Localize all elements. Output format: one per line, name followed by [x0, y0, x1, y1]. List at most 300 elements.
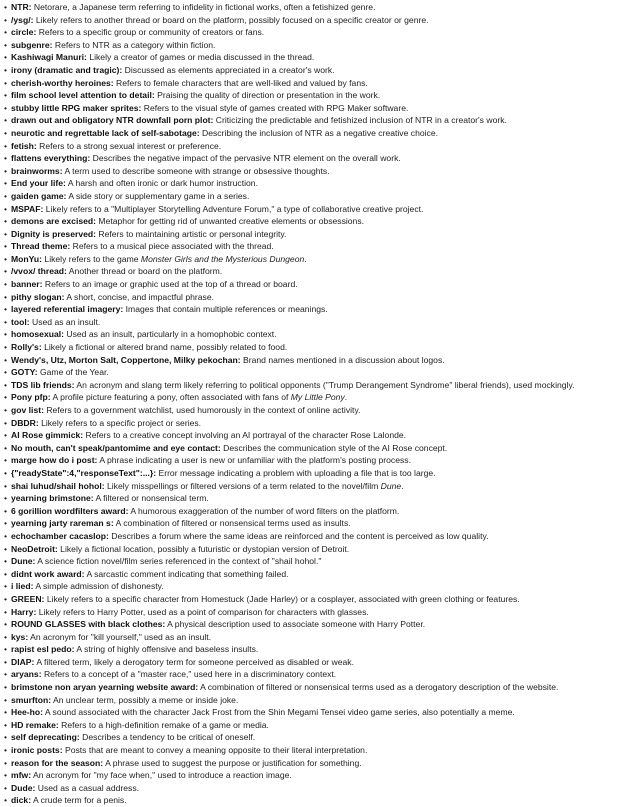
glossary-term: neurotic and regrettable lack of self-sabotage:	[11, 127, 200, 138]
bullet-icon: •	[4, 266, 8, 277]
glossary-term: Kashiwagi Manuri:	[11, 52, 87, 63]
glossary-entry	[4, 316, 634, 329]
glossary-term: HD remake:	[11, 719, 59, 730]
glossary-term: reason for the season:	[11, 757, 104, 768]
glossary-definition	[43, 707, 515, 717]
definition-suffix: .	[401, 480, 404, 491]
glossary-term: NTR:	[11, 2, 32, 12]
glossary-definition	[30, 317, 101, 327]
glossary-term: Dignity is preserved:	[11, 228, 97, 239]
bullet-icon: •	[4, 216, 8, 227]
glossary-definition	[42, 669, 337, 679]
glossary-entry	[4, 114, 634, 127]
glossary-definition	[80, 732, 255, 742]
definition-text: Game of the Year.	[37, 367, 109, 378]
glossary-entry	[4, 757, 634, 770]
glossary-entry	[4, 429, 634, 442]
bullet-icon: •	[4, 530, 8, 541]
glossary-definition	[96, 216, 364, 226]
bullet-icon: •	[4, 656, 8, 667]
glossary-entry	[4, 102, 634, 115]
glossary-definition	[97, 455, 411, 465]
glossary-term: AI Rose gimmick:	[11, 430, 84, 441]
glossary-definition	[109, 531, 489, 541]
glossary-entry	[4, 140, 634, 153]
definition-text: Likely refers to the game	[42, 253, 141, 264]
glossary-entry	[4, 278, 634, 291]
glossary-entry	[4, 555, 634, 568]
definition-text: Refers to a creative concept involving an AI portrayal of the character Rose Lalonde.	[83, 430, 407, 441]
glossary-definition	[37, 141, 221, 151]
glossary-entry	[4, 127, 634, 140]
bullet-icon: •	[4, 52, 8, 63]
definition-text: Refers to female characters that are well-liked and valued by fans.	[113, 77, 368, 88]
bullet-icon: •	[4, 253, 8, 264]
bullet-icon: •	[4, 669, 8, 680]
glossary-definition	[35, 556, 321, 566]
glossary-entry	[4, 77, 634, 90]
bullet-icon: •	[4, 203, 8, 214]
glossary-term: film school level attention to detail:	[11, 90, 155, 101]
definition-text: A short, concise, and impactful phrase.	[64, 291, 215, 302]
glossary-entry	[4, 706, 634, 719]
definition-text: Likely refers to a specific project or series.	[38, 417, 202, 428]
bullet-icon: •	[4, 241, 8, 252]
glossary-definition	[44, 594, 519, 604]
bullet-icon: •	[4, 379, 8, 390]
glossary-term: i lied:	[11, 581, 34, 592]
glossary-definition	[42, 342, 288, 352]
definition-text: Refers to a specific group or community of creators or fans.	[36, 27, 265, 38]
glossary-definition	[31, 795, 127, 805]
bullet-icon: •	[4, 442, 8, 453]
glossary-term: DBDR:	[11, 417, 39, 428]
definition-text: Metaphor for getting rid of unwanted creative elements or obsessions.	[96, 216, 365, 227]
bullet-icon: •	[4, 745, 8, 756]
glossary-definition	[63, 745, 368, 755]
bullet-icon: •	[4, 304, 8, 315]
glossary-definition	[31, 770, 292, 780]
glossary-definition	[58, 544, 349, 554]
bullet-icon: •	[4, 631, 8, 642]
glossary-definition	[156, 468, 435, 478]
bullet-icon: •	[4, 178, 8, 189]
bullet-icon: •	[4, 719, 8, 730]
bullet-icon: •	[4, 405, 8, 415]
glossary-definition	[114, 78, 368, 88]
definition-text: Likely refers to a "Multiplayer Storytelling Adventure Forum," a type of collaborative creative project.	[43, 203, 424, 214]
glossary-term: yearning brimstone:	[11, 493, 94, 504]
glossary-entry	[4, 794, 634, 807]
glossary-entry	[4, 341, 634, 354]
glossary-entry	[4, 177, 634, 190]
glossary-definition	[64, 329, 277, 339]
definition-title: My Little Pony	[290, 392, 345, 403]
glossary-term: rapist esl pedo:	[11, 644, 75, 655]
glossary-term: /ysg/:	[11, 14, 34, 25]
glossary-entry	[4, 656, 634, 669]
glossary-term: ironic posts:	[11, 745, 63, 756]
glossary-definition	[103, 758, 361, 768]
glossary-entry	[4, 265, 634, 278]
glossary-entry	[4, 543, 634, 556]
bullet-icon: •	[4, 644, 8, 655]
definition-text: Refers to maintaining artistic or personal integrity.	[96, 228, 287, 239]
bullet-icon: •	[4, 64, 8, 75]
bullet-icon: •	[4, 329, 8, 340]
glossary-term: stubby little RPG maker sprites:	[11, 102, 142, 113]
definition-text: Images that contain multiple references or meanings.	[123, 304, 328, 315]
bullet-icon: •	[4, 90, 8, 101]
glossary-entry	[4, 719, 634, 732]
glossary-entry	[4, 454, 634, 467]
glossary-entry	[4, 190, 634, 203]
glossary-definition	[67, 266, 222, 276]
glossary-term: circle:	[11, 27, 37, 38]
definition-text: Another thread or board on the platform.	[66, 266, 223, 277]
glossary-entry	[4, 228, 634, 241]
glossary-term: marge how do i post:	[11, 455, 98, 466]
glossary-entry	[4, 568, 634, 581]
glossary-entry	[4, 417, 634, 430]
bullet-icon: •	[4, 795, 8, 806]
glossary-term: Hee-ho:	[11, 707, 43, 718]
glossary-definition	[34, 657, 354, 667]
glossary-definition	[155, 90, 380, 100]
bullet-icon: •	[4, 417, 8, 428]
glossary-entry	[4, 1, 634, 14]
glossary-definition	[105, 481, 404, 491]
definition-text: A filtered or nonsensical term.	[93, 493, 209, 504]
glossary-definition	[36, 27, 264, 37]
definition-text: Refers to a high-definition remake of a game or media.	[58, 719, 269, 730]
bullet-icon: •	[4, 694, 8, 705]
definition-text: Discussed as elements appreciated in a creator's work.	[122, 64, 335, 75]
bullet-icon: •	[4, 316, 8, 327]
bullet-icon: •	[4, 27, 8, 38]
glossary-entry	[4, 328, 634, 341]
glossary-entry	[4, 517, 634, 530]
glossary-term: layered referential imagery:	[11, 304, 124, 315]
glossary-entry	[4, 744, 634, 757]
bullet-icon: •	[4, 190, 8, 201]
glossary-entry	[4, 64, 634, 77]
bullet-icon: •	[4, 430, 8, 441]
definition-suffix: .	[304, 253, 307, 264]
definition-text: Likely refers to another thread or board on the platform, possibly focused on a specific creator or genre.	[33, 14, 429, 25]
glossary-term: GOTY:	[11, 367, 38, 378]
bullet-icon: •	[4, 568, 8, 579]
definition-text: Criticizing the predictable and fetishized inclusion of NTR in a creator's work.	[213, 115, 507, 126]
bullet-icon: •	[4, 518, 8, 529]
definition-text: Describing the inclusion of NTR as a negative creative choice.	[199, 127, 438, 138]
glossary-definition	[213, 115, 506, 125]
glossary-definition	[66, 178, 258, 188]
bullet-icon: •	[4, 228, 8, 239]
bullet-icon: •	[4, 354, 8, 365]
bullet-icon: •	[4, 279, 8, 290]
definition-text: Describes the negative impact of the pervasive NTR element on the overall work.	[90, 153, 401, 164]
glossary-definition	[90, 153, 400, 163]
glossary-entry	[4, 769, 634, 782]
glossary-definition	[75, 380, 575, 390]
glossary-term: aryans:	[11, 669, 42, 680]
definition-text: Used as an insult, particularly in a homophobic context.	[64, 329, 277, 340]
glossary-entry	[4, 203, 634, 216]
bullet-icon: •	[4, 480, 8, 491]
glossary-entry	[4, 404, 634, 417]
definition-text: A simple admission of dishonesty.	[33, 581, 164, 592]
glossary-definition	[70, 241, 274, 251]
definition-text: A science fiction novel/film series referenced in the context of "shail hohol."	[35, 556, 322, 567]
definition-text: A phrase indicating a user is new or unfamiliar with the platform's posting process.	[97, 455, 411, 466]
glossary-definition	[198, 682, 558, 692]
glossary-definition	[36, 607, 368, 617]
glossary-entry	[4, 165, 634, 178]
glossary-definition	[44, 405, 361, 415]
glossary-entry	[4, 215, 634, 228]
definition-text: Refers to NTR as a category within fiction.	[52, 39, 216, 50]
glossary-entry	[4, 39, 634, 52]
bullet-icon: •	[4, 115, 8, 126]
glossary-definition	[38, 367, 109, 377]
bullet-icon: •	[4, 2, 8, 12]
definition-text: Refers to a strong sexual interest or preference.	[36, 140, 222, 151]
bullet-icon: •	[4, 757, 8, 768]
definition-text: Refers to a government watchlist, used humorously in the context of online activity.	[43, 405, 361, 415]
glossary-term: self deprecating:	[11, 732, 80, 743]
bullet-icon: •	[4, 593, 8, 604]
glossary-term: brimstone non aryan yearning website award:	[11, 682, 199, 693]
glossary-entry	[4, 731, 634, 744]
definition-text: A harsh and often ironic or dark humor instruction.	[65, 178, 258, 189]
bullet-icon: •	[4, 606, 8, 617]
glossary-entry	[4, 14, 634, 27]
bullet-icon: •	[4, 732, 8, 743]
glossary-definition	[241, 355, 445, 365]
bullet-icon: •	[4, 707, 8, 718]
glossary-definition	[83, 430, 406, 440]
glossary-term: {"readyState":4,"responseText":...}:	[11, 467, 157, 478]
glossary-term: brainworms:	[11, 165, 63, 176]
bullet-icon: •	[4, 39, 8, 50]
glossary-definition	[35, 783, 139, 793]
glossary-definition	[165, 619, 425, 629]
glossary-entry	[4, 291, 634, 304]
bullet-icon: •	[4, 770, 8, 781]
glossary-entry	[4, 782, 634, 795]
bullet-icon: •	[4, 556, 8, 567]
definition-text: Refers to a musical piece associated with the thread.	[70, 241, 274, 252]
definition-text: Refers to a concept of a "master race," used here in a discriminatory context.	[41, 669, 337, 680]
definition-text: A string of highly offensive and baseless insults.	[74, 644, 259, 655]
glossary-term: Dune:	[11, 556, 36, 567]
glossary-definition	[87, 52, 314, 62]
definition-text: Used as an insult.	[29, 316, 101, 327]
glossary-term: Pony pfp:	[11, 392, 51, 403]
glossary-term: pithy slogan:	[11, 291, 65, 302]
glossary-definition	[66, 191, 249, 201]
glossary-definition	[42, 254, 307, 264]
bullet-icon: •	[4, 619, 8, 630]
bullet-icon: •	[4, 505, 8, 516]
glossary-term: subgenre:	[11, 39, 53, 50]
glossary-term: Wendy's, Utz, Morton Salt, Coppertone, Milky pekochan:	[11, 354, 241, 365]
glossary-definition	[32, 2, 376, 12]
definition-text: An acronym for "kill yourself," used as an insult.	[28, 631, 212, 642]
glossary-term: dick:	[11, 795, 32, 806]
glossary-definition	[43, 204, 423, 214]
glossary-entry	[4, 152, 634, 165]
glossary-term: drawn out and obligatory NTR downfall porn plot:	[11, 115, 214, 126]
glossary-term: Harry:	[11, 606, 37, 617]
glossary-entry	[4, 530, 634, 543]
definition-text: Posts that are meant to convey a meaning opposite to their literal interpretation.	[62, 745, 368, 756]
definition-text: Praising the quality of direction or presentation in the work.	[154, 90, 381, 101]
glossary-term: gov list:	[11, 405, 44, 415]
bullet-icon: •	[4, 782, 8, 793]
glossary-term: NeoDetroit:	[11, 543, 58, 554]
glossary-entry	[4, 681, 634, 694]
definition-text: A humorous exaggeration of the number of word filters on the platform.	[128, 505, 400, 516]
glossary-term: homosexual:	[11, 329, 65, 340]
glossary-entry	[4, 467, 634, 480]
glossary-entry	[4, 643, 634, 656]
definition-text: A crude term for a penis.	[31, 795, 127, 806]
glossary-definition	[123, 304, 327, 314]
definition-text: A term used to describe someone with strange or obsessive thoughts.	[62, 165, 330, 176]
glossary-entry	[4, 668, 634, 681]
glossary-entry	[4, 618, 634, 631]
glossary-entry	[4, 480, 634, 493]
definition-text: Likely a fictional location, possibly a futuristic or dystopian version of Detroit.	[57, 543, 350, 554]
glossary-term: gaiden game:	[11, 190, 67, 201]
glossary-entry	[4, 492, 634, 505]
glossary-entry	[4, 26, 634, 39]
glossary-term: TDS lib friends:	[11, 379, 75, 390]
glossary-entry	[4, 631, 634, 644]
glossary-term: demons are excised:	[11, 216, 97, 227]
glossary-entry	[4, 580, 634, 593]
bullet-icon: •	[4, 102, 8, 113]
glossary-definition	[64, 292, 214, 302]
bullet-icon: •	[4, 342, 8, 353]
definition-text: A combination of filtered or nonsensical terms used as a derogatory description of the website.	[198, 682, 559, 693]
bullet-icon: •	[4, 543, 8, 554]
glossary-term: flattens everything:	[11, 153, 91, 164]
glossary-entry	[4, 303, 634, 316]
glossary-definition	[128, 506, 399, 516]
definition-text: An acronym and slang term likely referring to political opponents ("Trump Derangement Syndrome" liberal friends), used mockingly.	[74, 379, 575, 390]
glossary-term: MSPAF:	[11, 203, 44, 214]
bullet-icon: •	[4, 467, 8, 478]
glossary-definition	[200, 128, 438, 138]
glossary-definition	[59, 720, 269, 730]
bullet-icon: •	[4, 493, 8, 504]
glossary-entry	[4, 593, 634, 606]
bullet-icon: •	[4, 392, 8, 403]
glossary-definition	[53, 40, 216, 50]
glossary-definition	[114, 518, 351, 528]
glossary-definition	[96, 229, 286, 239]
glossary-entry	[4, 51, 634, 64]
glossary-term: MonYu:	[11, 253, 43, 264]
glossary-term: banner:	[11, 279, 43, 290]
glossary-entry	[4, 89, 634, 102]
bullet-icon: •	[4, 682, 8, 693]
glossary-term: yearning jarty rareman s:	[11, 518, 114, 529]
glossary-definition	[51, 392, 348, 402]
bullet-icon: •	[4, 153, 8, 164]
glossary-definition	[75, 644, 259, 654]
definition-suffix: .	[344, 392, 348, 403]
bullet-icon: •	[4, 455, 8, 466]
glossary-term: irony (dramatic and tragic):	[11, 64, 123, 75]
definition-text: A sound associated with the character Jack Frost from the Shin Megami Tensei video game series, also potentially a meme.	[43, 707, 515, 718]
glossary-term: Dude:	[11, 782, 36, 793]
glossary-entry	[4, 354, 634, 367]
glossary-term: /vvox/ thread:	[11, 266, 67, 277]
definition-text: A physical description used to associate someone with Harry Potter.	[165, 619, 426, 630]
definition-text: Likely refers to a specific character from Homestuck (Jade Harley) or a cosplayer, associated with green clothing or features.	[44, 593, 520, 604]
bullet-icon: •	[4, 165, 8, 176]
glossary-term: cherish-worthy heroines:	[11, 77, 114, 88]
bullet-icon: •	[4, 581, 8, 592]
glossary-term: GREEN:	[11, 593, 45, 604]
glossary-entry	[4, 694, 634, 707]
glossary-definition	[122, 65, 334, 75]
definition-text: An acronym for "my face when," used to introduce a reaction image.	[31, 770, 292, 781]
definition-title: Monster Girls and the Mysterious Dungeon	[140, 253, 305, 264]
definition-text: Likely a creator of games or media discussed in the thread.	[86, 52, 315, 63]
definition-text: A phrase used to suggest the purpose or justification for something.	[103, 757, 362, 768]
definition-text: Describes the communication style of the AI Rose concept.	[220, 442, 448, 453]
definition-text: A side story or supplementary game in a series.	[66, 190, 250, 201]
glossary-term: No mouth, can't speak/pantomime and eye contact:	[11, 442, 221, 453]
glossary-definition	[33, 581, 163, 591]
glossary-term: shai luhud/shail hohol:	[11, 480, 105, 491]
glossary-term: 6 gorillion wordfilters award:	[11, 505, 129, 516]
glossary-definition	[94, 493, 209, 503]
definition-text: Brand names mentioned in a discussion about logos.	[240, 354, 445, 365]
glossary-term: ROUND GLASSES with black clothes:	[11, 619, 166, 630]
definition-text: Error message indicating a problem with uploading a file that is too large.	[156, 467, 436, 478]
glossary-definition	[28, 632, 211, 642]
definition-text: A profile picture featuring a pony, often associated with fans of	[50, 392, 291, 403]
definition-text: Likely misspellings or filtered versions of a term related to the novel/film	[104, 480, 381, 491]
glossary-definition	[43, 279, 298, 289]
bullet-icon: •	[4, 291, 8, 302]
glossary-entry	[4, 391, 634, 404]
glossary-term: Thread theme:	[11, 241, 71, 252]
definition-text: A filtered term, likely a derogatory term for someone perceived as disabled or weak.	[34, 656, 354, 667]
definition-text: A sarcastic comment indicating that something failed.	[84, 568, 289, 579]
bullet-icon: •	[4, 367, 8, 378]
glossary-term: fetish:	[11, 140, 37, 151]
glossary-term: didnt work award:	[11, 568, 85, 579]
glossary-term: DIAP:	[11, 656, 35, 667]
glossary-entry	[4, 253, 634, 266]
glossary-term: kys:	[11, 631, 29, 642]
definition-title: Dune	[380, 480, 402, 491]
glossary-term: End your life:	[11, 178, 66, 189]
definition-text: Describes a tendency to be critical of oneself.	[79, 732, 256, 743]
glossary-definition	[221, 443, 447, 453]
glossary-entry	[4, 606, 634, 619]
definition-text: Likely refers to Harry Potter, used as a point of comparison for characters with glasses.	[36, 606, 369, 617]
glossary-entry	[4, 505, 634, 518]
glossary-term: Rolly's:	[11, 342, 42, 353]
